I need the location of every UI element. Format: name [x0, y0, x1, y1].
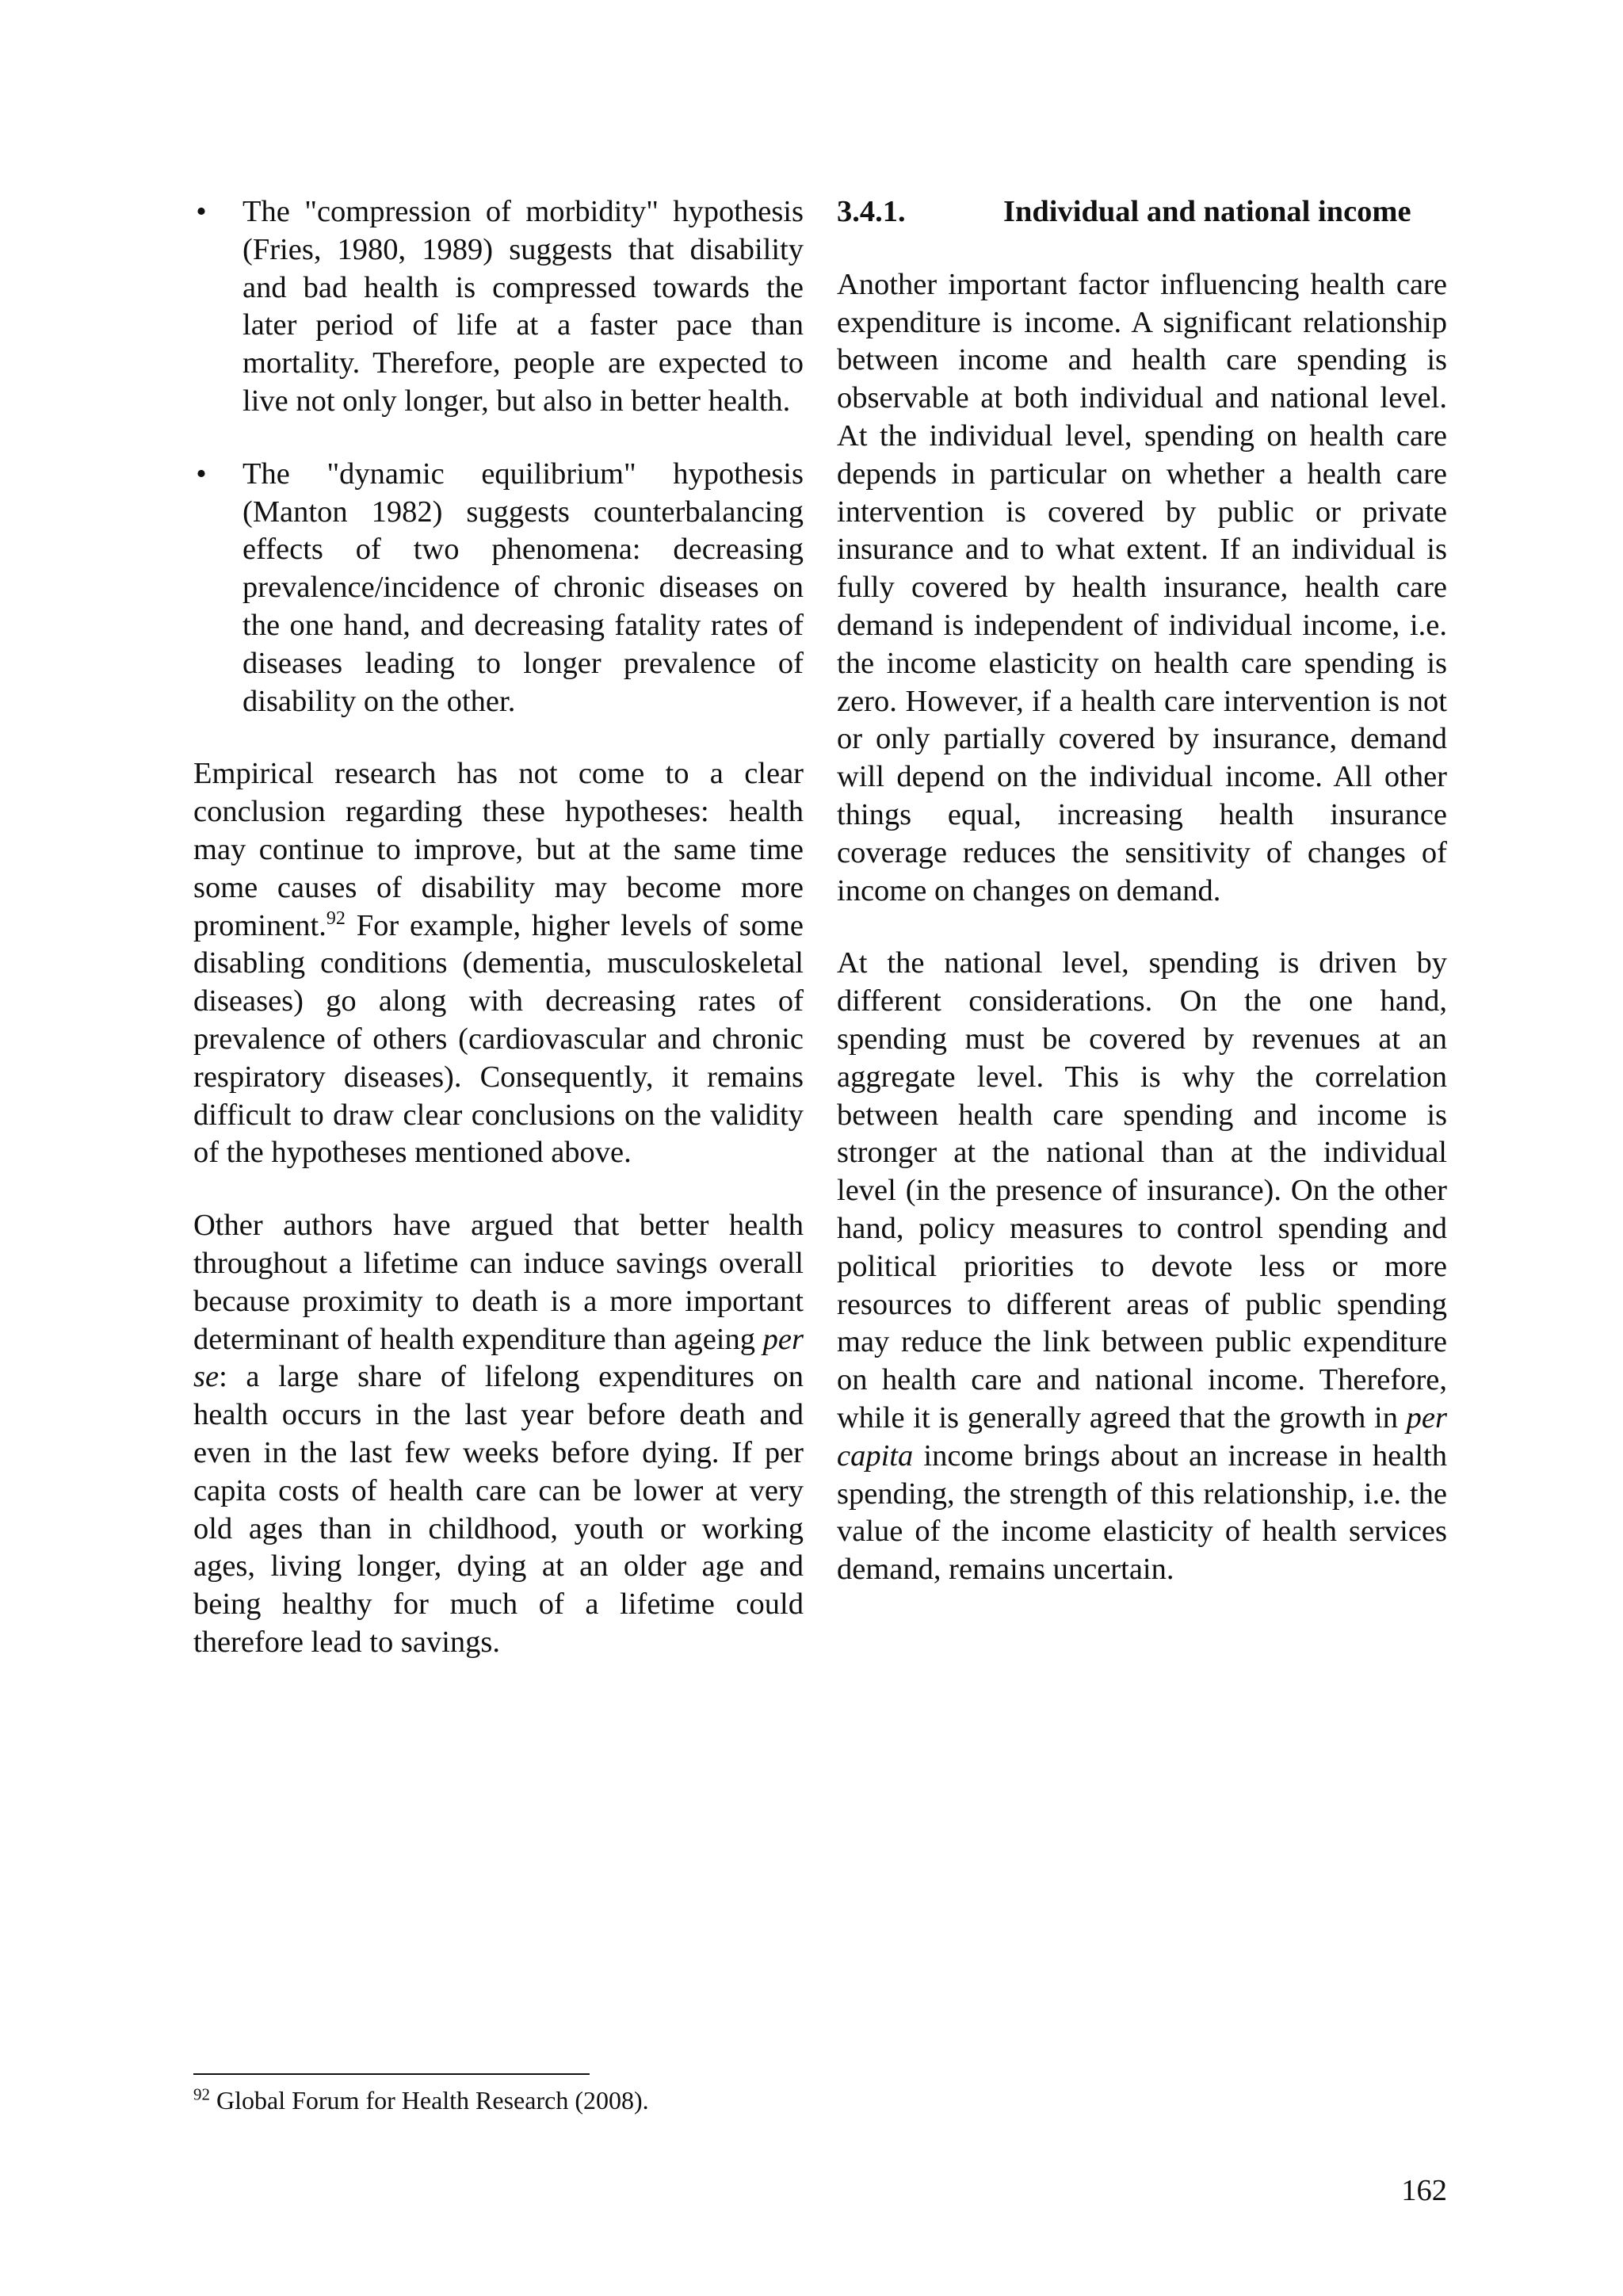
- page-number: 162: [1401, 2174, 1447, 2207]
- left-column: [193, 193, 804, 1662]
- paragraph-text: : a large share of lifelong expenditures on health occurs in the last year before death and even in the last few weeks before dying. If per capita costs of health care can be lower at very old ages than in childhood, youth or working ages, living longer, dying at an older age and being healthy for much of a lifetime could therefore lead to savings.: [193, 1360, 804, 1659]
- paragraph-text: Empirical research has not come to a clear conclusion regarding these hypotheses: health may continue to improve, but at the same time some causes of disability may become more prominent.: [193, 757, 804, 942]
- section-number: 3.4.1.: [837, 195, 906, 228]
- footnote-text: Global Forum for Health Research (2008).: [210, 2086, 649, 2115]
- bullet-text: The "compression of morbidity" hypothesis (Fries, 1980, 1989) suggests that disability and bad health is compressed towards the later period of life at a faster pace than mortality. Therefore, people are expected to live not only longer, but also in better health.: [242, 195, 804, 418]
- right-column: [837, 193, 1447, 1589]
- paragraph-text: At the national level, spending is driven by different considerations. On the one hand, spending must be covered by revenues at an aggregate level. This is why the correlation between health care spending and income is stronger at the national than at the individual level (in the presence of insurance). On the other hand, policy measures to control spending and political priorities to devote less or more resources to different areas of public spending may reduce the link between public expenditure on health care and national income. Therefore, while it is generally agreed that the growth in: [837, 946, 1447, 1435]
- italic-term: per capita: [837, 1400, 1447, 1473]
- paragraph-text: For example, higher levels of some disabling conditions (dementia, musculoskeletal diseases) go along with decreasing rates of prevalence of others (cardiovascular and chronic respiratory diseases). Consequently, it remains difficult to draw clear conclusions on the validity of the hypotheses mentioned above.: [193, 908, 804, 1170]
- italic-term: per se: [193, 1322, 804, 1394]
- paragraph-text: Other authors have argued that better health throughout a lifetime can induce savings overall because proximity to death is a more important determinant of health expenditure than ageing: [193, 1209, 804, 1356]
- paragraph-national-level: [837, 945, 1447, 1589]
- paragraph-other-authors: [193, 1207, 804, 1662]
- bullet-icon: •: [196, 457, 207, 491]
- bullet-item-dynamic-equilibrium: [193, 456, 804, 721]
- bullet-item-compression: [193, 193, 804, 421]
- footnote-number: 92: [193, 2084, 210, 2104]
- bullet-text: The "dynamic equilibrium" hypothesis (Manton 1982) suggests counterbalancing effects of two phenomena: decreasing prevalence/incidence of chronic diseases on the one hand, and decreasing fatality rates of diseases leading to longer prevalence of disability on the other.: [242, 457, 804, 718]
- paragraph-text: income brings about an increase in health spending, the strength of this relationship, i.e. the value of the income elasticity of health services demand, remains uncertain.: [837, 1438, 1447, 1587]
- footnote-reference: 92: [326, 907, 346, 929]
- bullet-icon: •: [196, 195, 207, 228]
- section-title: Individual and national income: [1003, 195, 1411, 228]
- paragraph-income-factor: Another important factor influencing health care expenditure is income. A significant relationship between income and health care spending is observable at both individual and national level. At the individual level, spending on health care depends in particular on whether a health care intervention is covered by public or private insurance and to what extent. If an individual is fully covered by health insurance, health care demand is independent of individual income, i.e. the income elasticity on health care spending is zero. However, if a health care intervention is not or only partially covered by insurance, demand will depend on the individual income. All other things equal, increasing health insurance coverage reduces the sensitivity of changes of income on changes on demand.: [837, 267, 1447, 907]
- footnote-divider: [193, 2073, 590, 2075]
- section-heading: [837, 193, 1447, 231]
- footnote: [193, 2084, 649, 2116]
- paragraph-empirical-research: [193, 755, 804, 1172]
